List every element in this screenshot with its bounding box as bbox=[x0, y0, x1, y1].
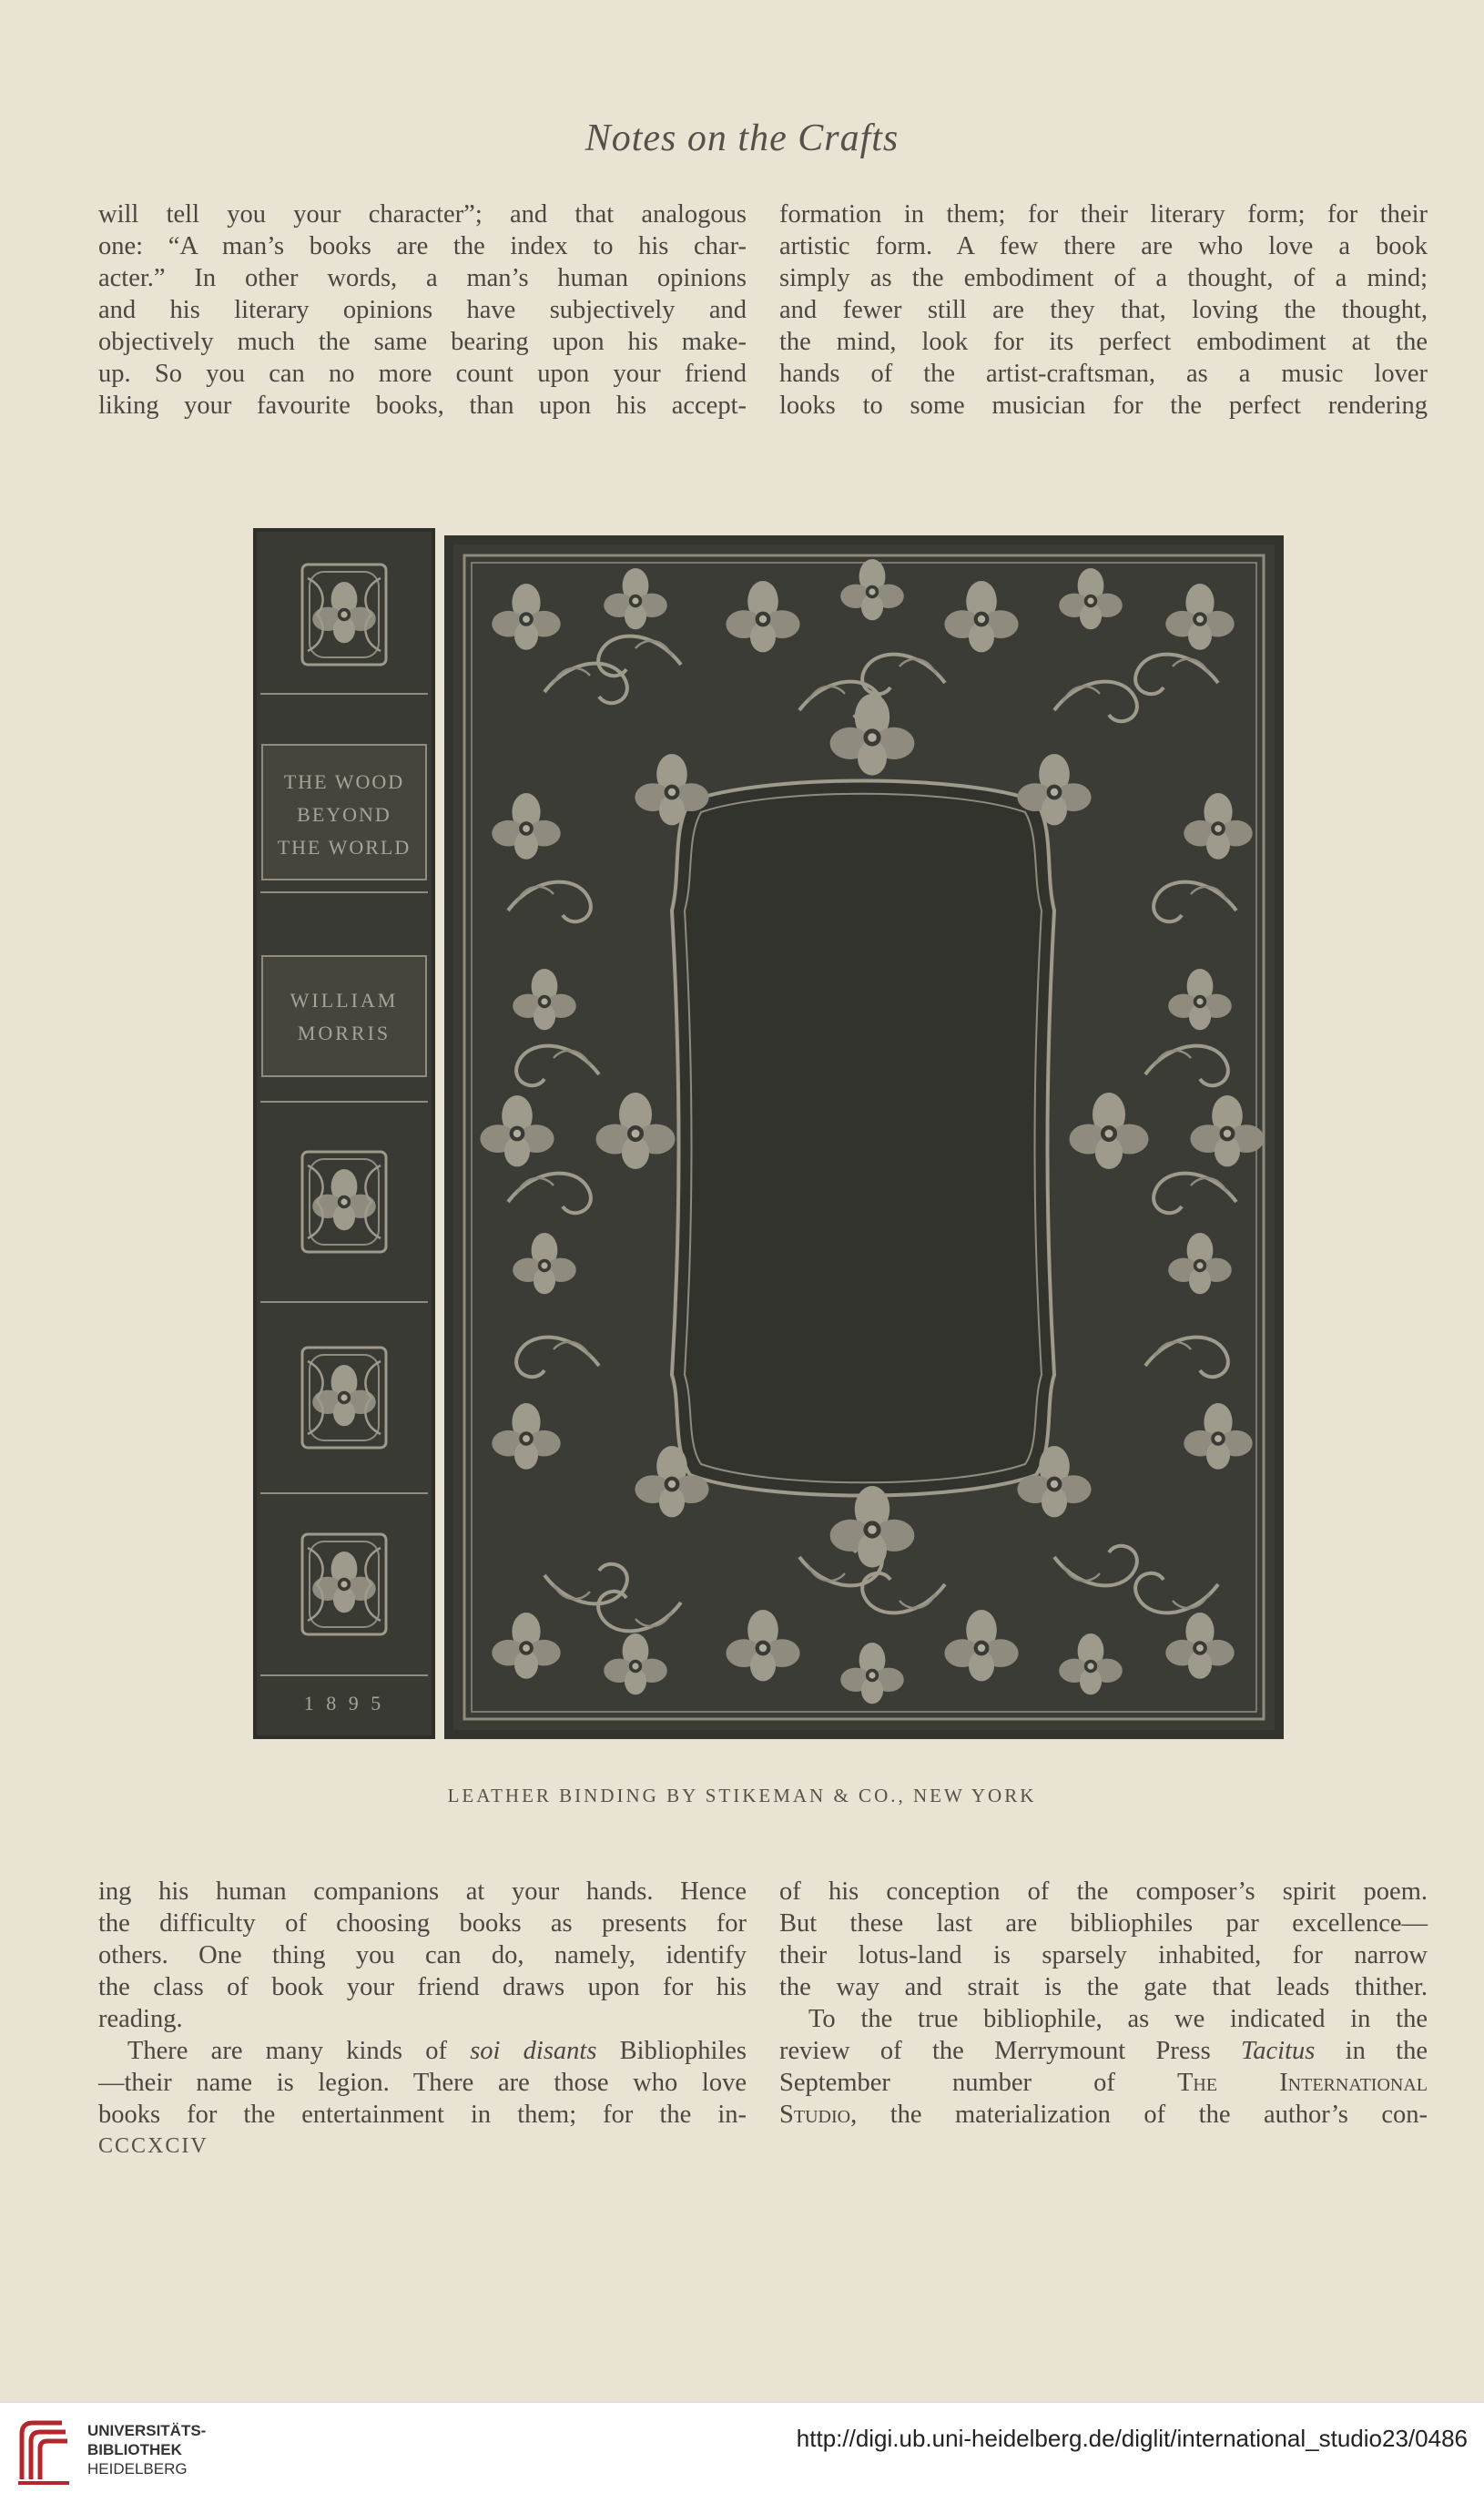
text-line bbox=[779, 2099, 1428, 2131]
text-line: artistic form. A few there are who love a book bbox=[779, 232, 1428, 260]
text-run: , the materialization of the author’s con- bbox=[850, 2101, 1428, 2129]
text-line: and his literary opinions have subjectively and bbox=[98, 296, 747, 324]
italic-phrase: soi disants bbox=[470, 2037, 597, 2065]
small-caps-phrase: Studio bbox=[779, 2101, 851, 2129]
text-run: There are many kinds of bbox=[127, 2037, 471, 2065]
running-title: Notes on the Crafts bbox=[584, 117, 900, 159]
text-line: acter.” In other words, a man’s human opinions bbox=[98, 264, 747, 292]
text-line: —their name is legion. There are those who love bbox=[98, 2069, 747, 2097]
text-line: others. One thing you can do, namely, identify bbox=[98, 1941, 747, 1969]
spine-title-line: THE WOOD bbox=[283, 770, 405, 793]
spine-author-label bbox=[262, 956, 426, 1076]
spine-author-line: MORRIS bbox=[297, 1022, 391, 1044]
library-name-line: HEIDELBERG bbox=[87, 2460, 188, 2478]
text-run: Bibliophiles bbox=[596, 2037, 747, 2065]
spine-title-line: THE WORLD bbox=[277, 836, 412, 859]
top-right-column bbox=[779, 198, 1428, 422]
text-line: simply as the embodiment of a thought, of a mind; bbox=[779, 264, 1428, 292]
text-line: To the true bibliophile, as we indicated in the bbox=[808, 2005, 1428, 2033]
spine-title-line: BEYOND bbox=[297, 803, 391, 826]
text-line: books for the entertainment in them; for the in- bbox=[98, 2101, 747, 2129]
text-line: of his conception of the composer’s spirit poem. bbox=[779, 1877, 1428, 1906]
text-line: reading. bbox=[98, 2005, 183, 2033]
text-line: and fewer still are they that, loving the thought, bbox=[779, 296, 1428, 324]
italic-phrase: Tacitus bbox=[1241, 2037, 1316, 2065]
text-line: But these last are bibliophiles par excellence— bbox=[779, 1909, 1428, 1938]
text-run: review of the Merrymount Press bbox=[779, 2037, 1242, 2065]
text-line: their lotus-land is sparsely inhabited, for narrow bbox=[779, 1941, 1428, 1969]
text-line bbox=[98, 2035, 747, 2067]
text-line: will tell you your character”; and that analogous bbox=[98, 200, 747, 229]
text-line bbox=[779, 2035, 1428, 2067]
bottom-right-column bbox=[779, 1876, 1428, 2131]
small-caps-phrase: The International bbox=[1177, 2069, 1428, 2097]
library-name-line: UNIVERSITÄTS- bbox=[87, 2422, 207, 2439]
bottom-left-column bbox=[98, 1876, 747, 2131]
library-logo-icon bbox=[16, 2416, 71, 2488]
top-left-column bbox=[98, 198, 747, 422]
text-line: the difficulty of choosing books as presents for bbox=[98, 1909, 747, 1938]
text-line: up. So you can no more count upon your friend bbox=[98, 360, 747, 388]
text-line bbox=[779, 2067, 1428, 2099]
text-line: the class of book your friend draws upon for his bbox=[98, 1973, 747, 2001]
text-line: the way and strait is the gate that leads thither. bbox=[779, 1973, 1428, 2001]
text-run: September number of bbox=[779, 2069, 1178, 2097]
text-line: looks to some musician for the perfect rendering bbox=[779, 392, 1428, 420]
text-run: in the bbox=[1315, 2037, 1428, 2065]
plate-caption: LEATHER BINDING BY STIKEMAN & CO., NEW YORK bbox=[447, 1785, 1037, 1806]
text-line: the mind, look for its perfect embodiment at the bbox=[779, 328, 1428, 356]
text-line: formation in them; for their literary form; for their bbox=[779, 200, 1428, 229]
central-panel bbox=[672, 781, 1054, 1496]
source-url-link[interactable]: http://digi.ub.uni-heidelberg.de/diglit/international_studio23/0486 bbox=[796, 2425, 1468, 2452]
spine-date: 1 8 9 5 bbox=[303, 1692, 385, 1714]
text-line: ing his human companions at your hands. Hence bbox=[98, 1877, 747, 1906]
spine-author-line: WILLIAM bbox=[290, 989, 399, 1012]
library-footer bbox=[0, 2402, 1484, 2503]
text-line: one: “A man’s books are the index to his char- bbox=[98, 232, 747, 260]
library-name bbox=[87, 2421, 206, 2478]
text-line: objectively much the same bearing upon his make- bbox=[98, 328, 747, 356]
book-binding-plate bbox=[253, 528, 1284, 1739]
text-line: hands of the artist-craftsman, as a music lover bbox=[779, 360, 1428, 388]
library-name-line: BIBLIOTHEK bbox=[87, 2441, 182, 2458]
page-folio: CCCXCIV bbox=[98, 2134, 208, 2158]
text-line: liking your favourite books, than upon his accept- bbox=[98, 392, 747, 420]
